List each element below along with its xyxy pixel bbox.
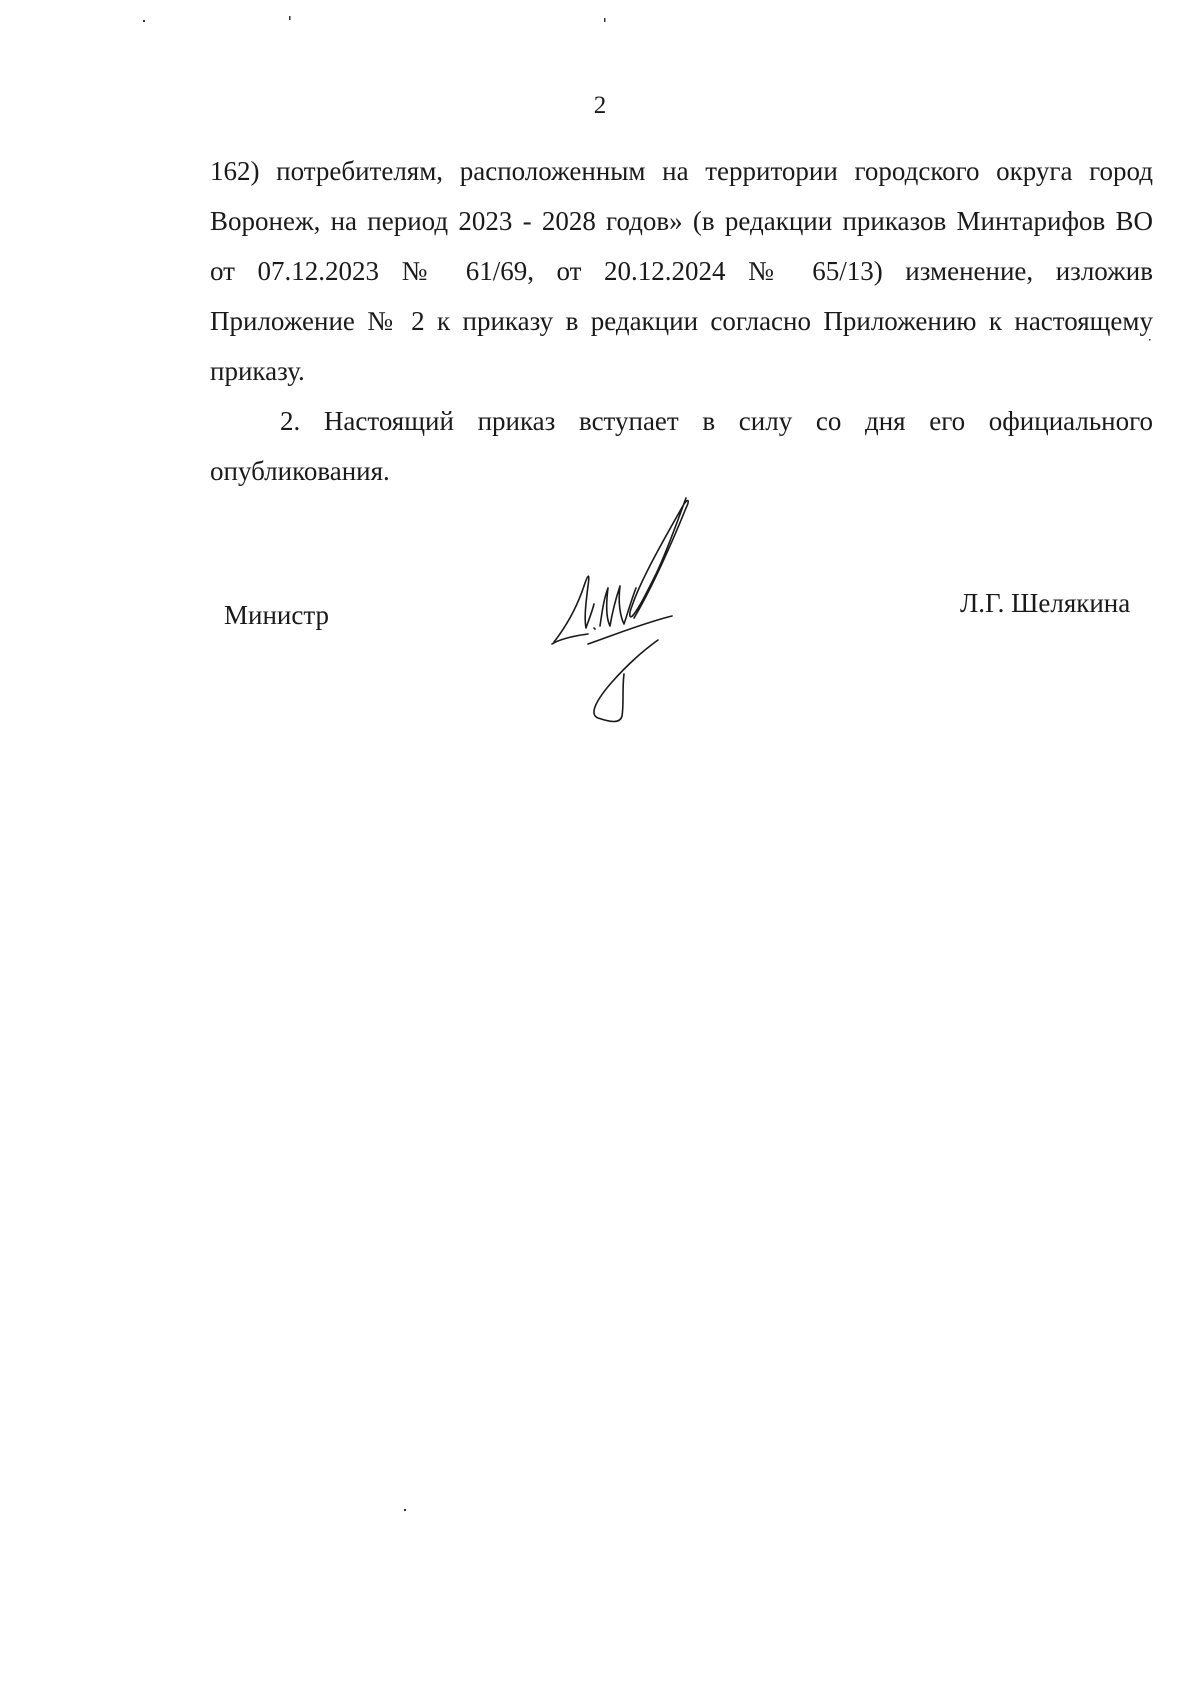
body-line: опубликования.: [210, 456, 390, 486]
body-line: 162) потребителям, расположенным на территории городского округа город: [210, 156, 1153, 186]
page-number: [0, 92, 1200, 120]
position-title: Министр: [224, 600, 329, 630]
body-line: от 07.12.2023 № 61/69, от 20.12.2024 № 65/13) изменение, изложив: [210, 256, 1153, 286]
signature-block: [0, 580, 1200, 730]
document-body: [210, 146, 1153, 496]
handwritten-signature: [548, 494, 698, 726]
body-line: Приложение № 2 к приказу в редакции согласно Приложению к настоящему: [210, 306, 1153, 336]
body-line: приказу.: [210, 356, 305, 386]
body-line: Воронеж, на период 2023 - 2028 годов» (в редакции приказов Минтарифов ВО: [210, 206, 1153, 236]
body-line: 2. Настоящий приказ вступает в силу со дня его официального: [280, 406, 1153, 436]
signer-name: Л.Г. Шелякина: [960, 588, 1131, 618]
page-number-text: 2: [593, 92, 607, 119]
